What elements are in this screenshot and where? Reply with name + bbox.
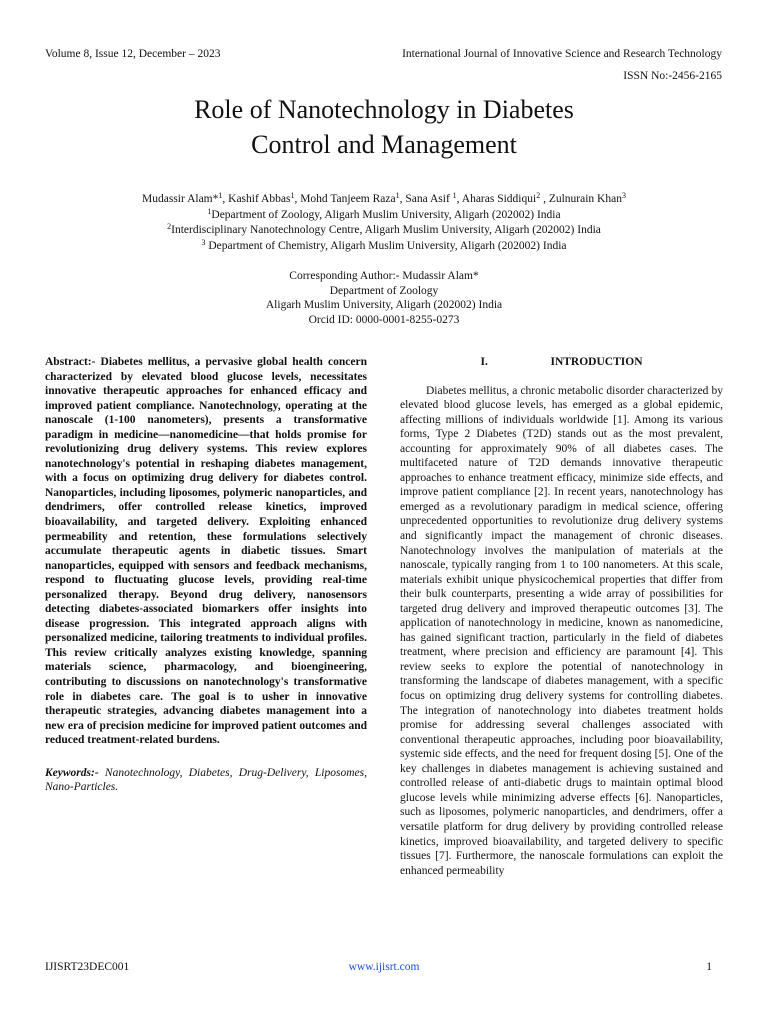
corresponding-orcid: Orcid ID: 0000-0001-8255-0273: [308, 313, 460, 326]
author-affiliation-marker: 3: [621, 191, 626, 200]
author-name: , Kashif Abbas: [222, 193, 291, 205]
author-name: , Zulnurain Khan: [540, 193, 622, 205]
footer-paper-id: IJISRT23DEC001: [45, 961, 130, 973]
paper-title-line-1: Role of Nanotechnology in Diabetes: [194, 95, 574, 124]
journal-name: International Journal of Innovative Science and Research Technology: [402, 48, 722, 60]
affiliation-text: Department of Chemistry, Aligarh Muslim University, Aligarh (202002) India: [205, 239, 567, 252]
author-affiliation-marker: 1: [452, 191, 457, 200]
keywords-paragraph: [45, 766, 367, 795]
affiliation-marker: 2: [167, 222, 172, 231]
introduction-paragraph: Diabetes mellitus, a chronic metabolic disorder characterized by elevated blood glucose levels, has emerged as a global epidemic, affecting millions of individuals worldwide [1]. Among its various forms, Type 2 Diabetes (T2D) stands out as the most prevalent, accounting for approximately 90% of all diabetes cases. The multifaceted nature of T2D demands innovative therapeutic approaches to enhance treatment efficacy, minimize side effects, and improve patient compliance [2]. In recent years, nanotechnology has emerged as a revolutionary paradigm in medical science, offering unprecedented opportunities to revolutionize drug delivery systems and significantly impact the management of chronic diseases. Nanotechnology involves the manipulation of materials at the nanoscale, typically ranging from 1 to 100 nanometers. At this scale, materials exhibit unique physicochemical properties that differ from their bulk counterparts, presenting a wide array of possibilities for targeted drug delivery and improved therapeutic outcomes [3]. The application of nanotechnology in medicine, known as nanomedicine, has gained significant traction, particularly in the field of diabetes treatment, where precision and efficiency are paramount [4]. This review seeks to explore the potential of nanotechnology in transforming the landscape of diabetes management, with a specific focus on optimizing drug delivery systems for controlling diabetes. The integration of nanotechnology into diabetes treatment holds promise for addressing several challenges associated with conventional therapeutic approaches, including poor bioavailability, systemic side effects, and the need for frequent dosing [5]. One of the key challenges in diabetes management is achieving sustained and controlled release of anti-diabetic drugs to maintain optimal blood glucose levels while minimizing adverse effects [6]. Nanoparticles, such as liposomes, polymeric nanoparticles, and dendrimers, offer a versatile platform for drug delivery by providing controlled release kinetics, improved bioavailability, and targeted delivery to specific tissues [7]. Furthermore, the nanoscale formulations can exploit the enhanced permeability: [400, 384, 723, 877]
corresponding-author-block: [0, 269, 768, 327]
section-heading: [400, 355, 723, 370]
author-list: [0, 192, 768, 208]
paper-title: [0, 92, 768, 162]
keywords-label: Keywords:-: [45, 766, 99, 779]
corresponding-institution: Aligarh Muslim University, Aligarh (202002) India: [265, 299, 503, 311]
affiliation-text: Interdisciplinary Nanotechnology Centre, Aligarh Muslim University, Aligarh (202002) India: [171, 224, 601, 236]
section-title: INTRODUCTION: [550, 356, 643, 368]
author-affiliation-marker: 1: [395, 191, 400, 200]
author-affiliation-marker: 1: [290, 191, 295, 200]
footer-website-link[interactable]: www.ijisrt.com: [348, 961, 420, 973]
paper-title-line-2: Control and Management: [251, 130, 517, 159]
left-column: [45, 355, 367, 795]
corresponding-department: Department of Zoology: [329, 284, 439, 297]
author-affiliation-marker: 1: [218, 191, 223, 200]
right-column: [400, 355, 723, 878]
affiliation-line: [0, 208, 768, 224]
author-block: [0, 192, 768, 254]
journal-volume: Volume 8, Issue 12, December – 2023: [45, 48, 221, 60]
section-number: I.: [480, 356, 488, 368]
issn-number: ISSN No:-2456-2165: [623, 70, 722, 82]
affiliation-text: Department of Zoology, Aligarh Muslim University, Aligarh (202002) India: [211, 208, 561, 221]
author-name: , Aharas Siddiqui: [456, 193, 537, 205]
affiliation-marker: 1: [207, 206, 212, 216]
corresponding-author-line: Corresponding Author:- Mudassir Alam*: [289, 270, 479, 282]
author-name: Mudassir Alam*: [142, 193, 219, 205]
author-name: , Sana Asif: [399, 193, 453, 205]
abstract-paragraph: Abstract:- Diabetes mellitus, a pervasive global health concern characterized by elevated blood glucose levels, necessitates innovative therapeutic approaches for enhanced efficacy and improved patient compliance. Nanotechnology, operating at the nanoscale (1-100 nanometers), presents a transformative paradigm in medicine—nanomedicine—that holds promise for revolutionizing drug delivery systems. This review explores nanotechnology's potential in reshaping diabetes management, with a focus on optimizing drug delivery for diabetes control. Nanoparticles, including liposomes, polymeric nanoparticles, and dendrimers, offer controlled release kinetics, improved bioavailability, and targeted delivery. Exploiting enhanced permeability and retention, these formulations selectively accumulate therapeutic agents in diabetic tissues. Smart nanoparticles, equipped with sensors and feedback mechanisms, respond to fluctuating glucose levels, providing real-time personalized therapy. Beyond drug delivery, nanosensors detecting diabetes-associated biomarkers offer insights into disease progression. This integrated approach aligns with personalized medicine, tailoring treatments to individual profiles. This review critically analyzes existing knowledge, spanning materials science, pharmacology, and bioengineering, contributing to discussions on nanotechnology's transformative role in diabetes care. The goal is to usher in innovative therapeutic strategies, advancing diabetes management into a new era of precision medicine for improved patient outcomes and reduced treatment-related burdens.: [45, 356, 367, 747]
affiliation-line: [0, 239, 768, 255]
affiliation-line: [0, 223, 768, 239]
keywords-text: Nanotechnology, Diabetes, Drug-Delivery, Liposomes, Nano-Particles.: [45, 766, 367, 794]
affiliation-marker: 3: [201, 237, 206, 247]
author-name: , Mohd Tanjeem Raza: [294, 193, 396, 205]
footer-page-number: 1: [706, 961, 712, 973]
author-affiliation-marker: 2: [536, 191, 541, 200]
